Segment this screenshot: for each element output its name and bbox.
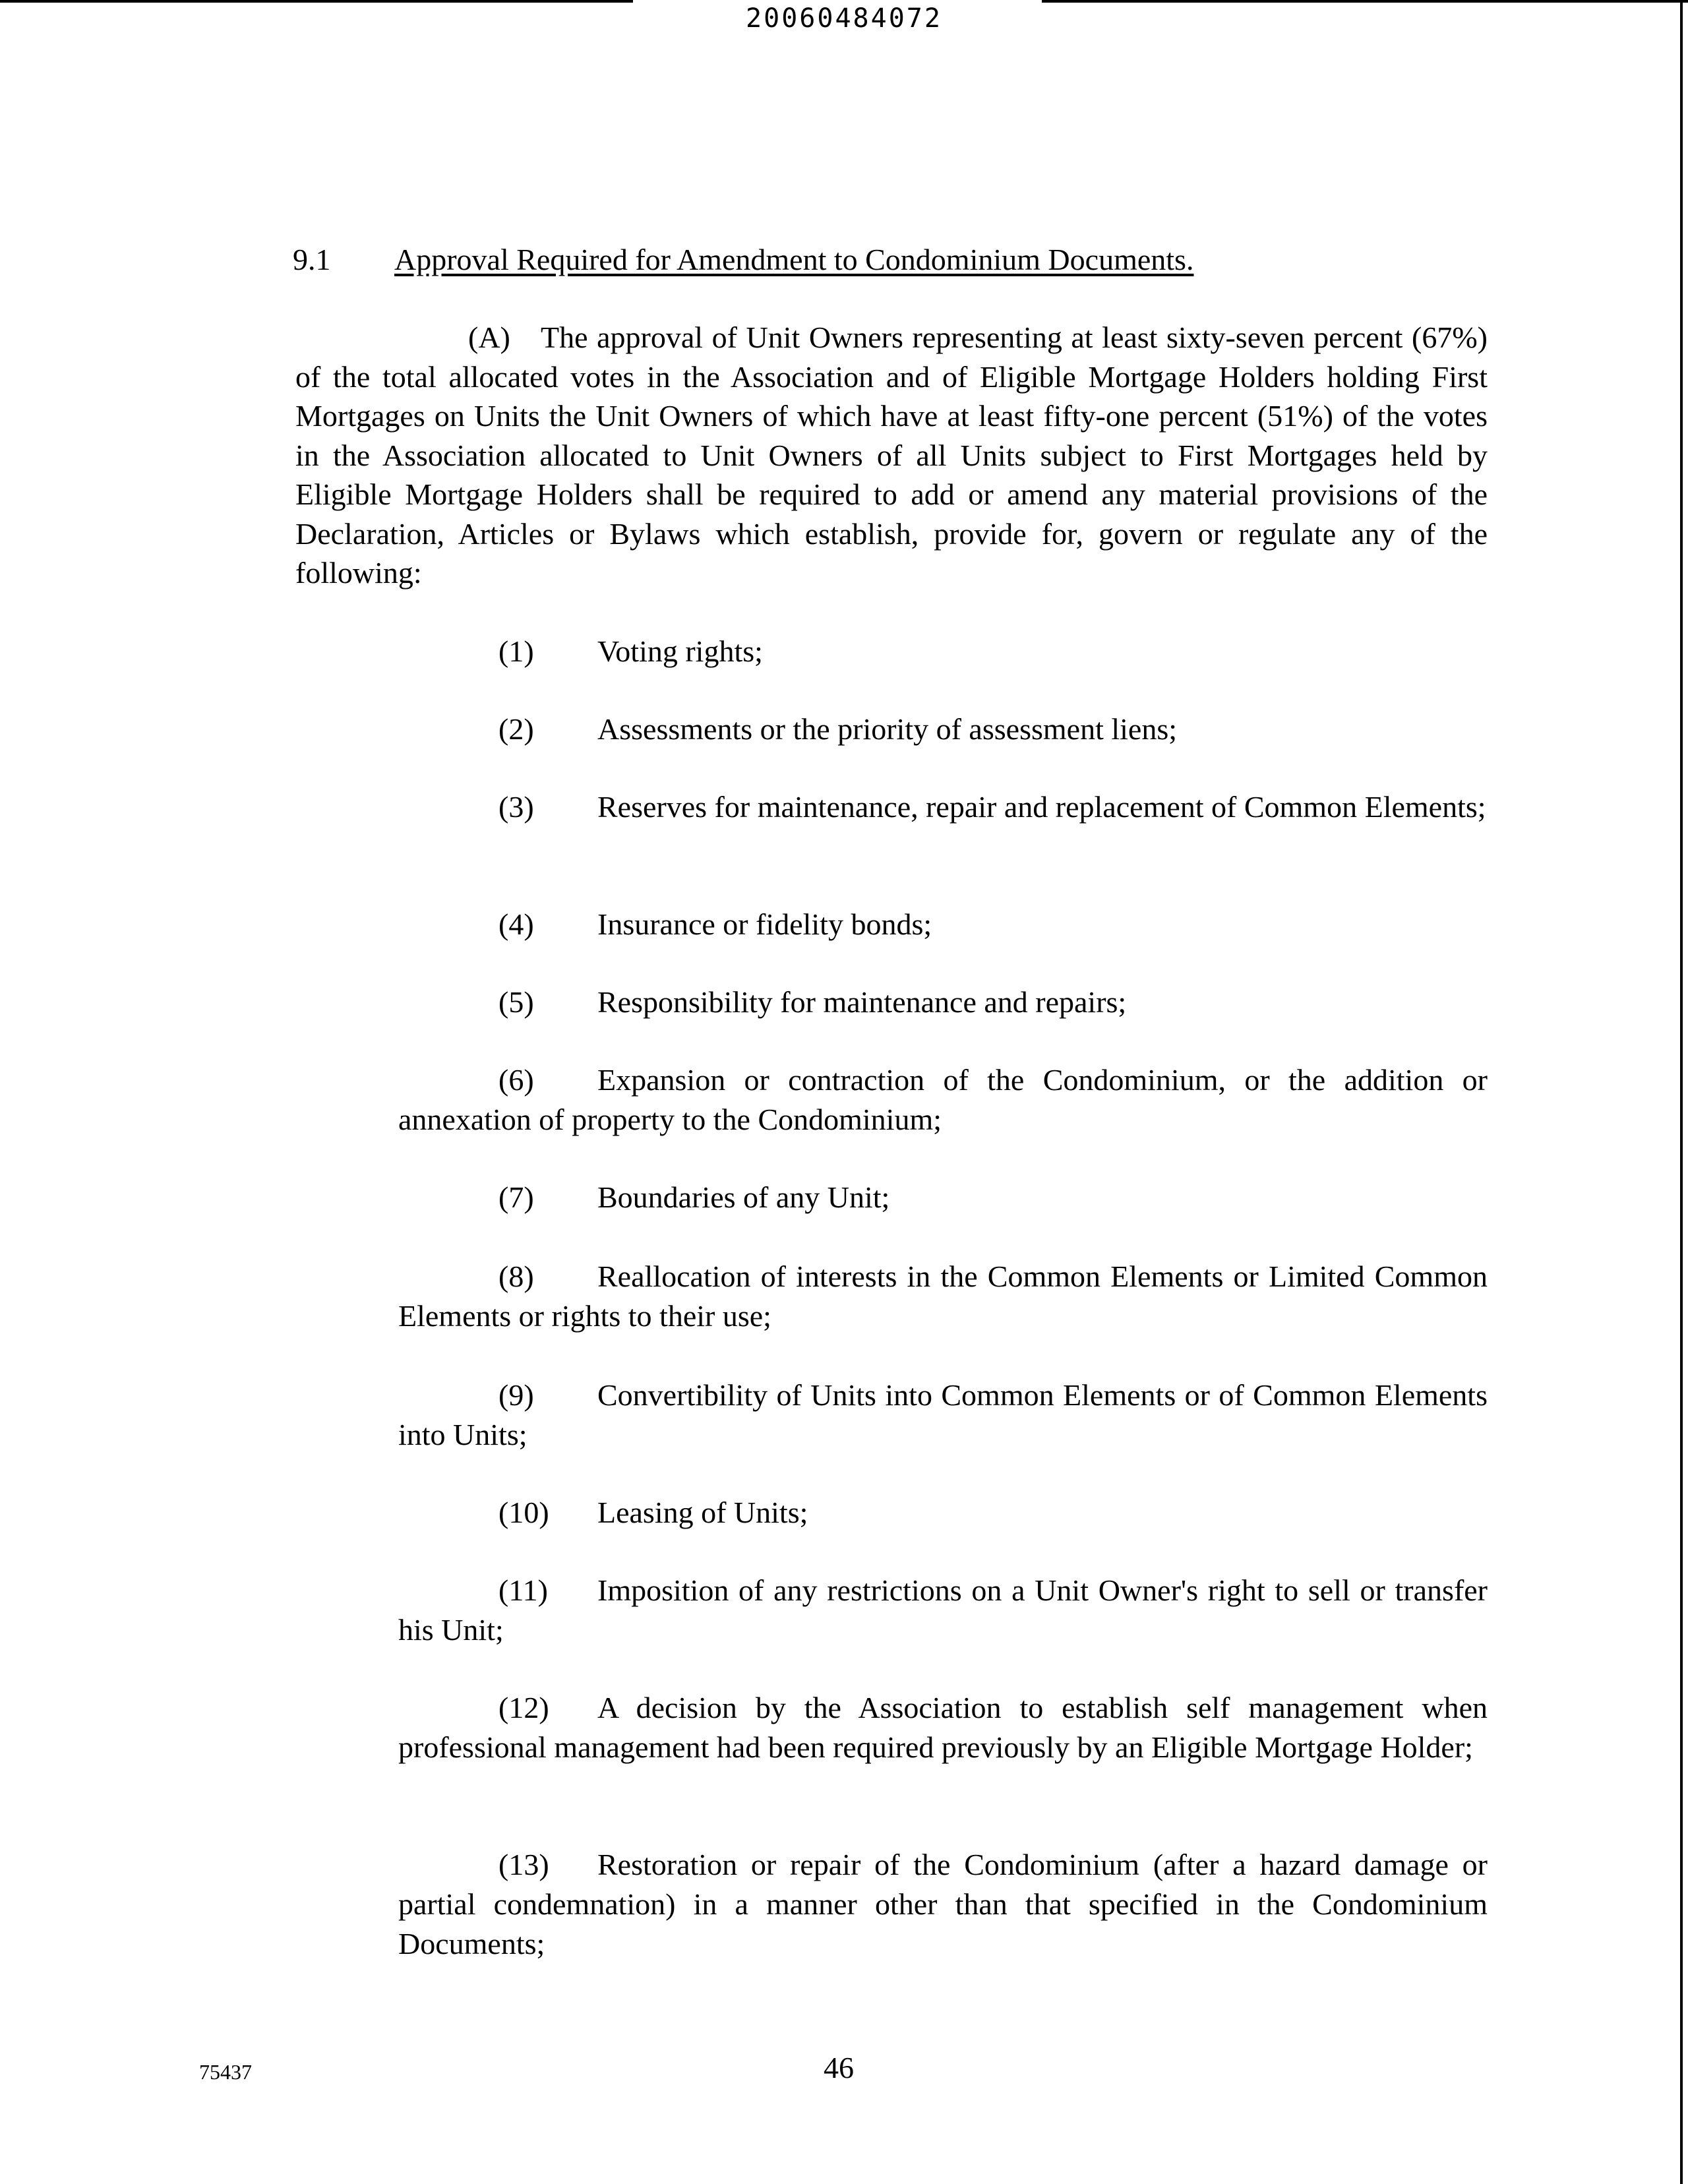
list-item: [398, 632, 1488, 671]
list-item: [398, 710, 1488, 749]
list-item-text: Reallocation of interests in the Common Elements or Limited Common Elements or rights to their use;: [398, 1259, 1488, 1333]
page-right-edge: [1680, 0, 1683, 2184]
section-title: Approval Required for Amendment to Condominium Documents.: [394, 243, 1194, 276]
list-item-label: (2): [498, 712, 534, 746]
section-number: 9.1: [293, 243, 331, 276]
list-item: [398, 1376, 1488, 1455]
list-item-text: Voting rights;: [597, 634, 763, 668]
list-item-text: Expansion or contraction of the Condominium, or the addition or annexation of property to the Condominium;: [398, 1063, 1488, 1136]
list-item: [398, 1845, 1488, 1964]
list-item: [398, 1571, 1488, 1650]
list-item: [398, 983, 1488, 1022]
list-item-text: A decision by the Association to establish self management when professional management had been required previously by an Eligible Mortgage Holder;: [398, 1691, 1488, 1764]
list-item-text: Responsibility for maintenance and repairs;: [597, 985, 1127, 1019]
paragraph-a-text: The approval of Unit Owners representing at least sixty-seven percent (67%) of the total allocated votes in the Association and of Eligible Mortgage Holders holding First Mortgages on Units the Unit Owners of which have at least fifty-one percent (51%) of the votes in the Association allocated to Unit Owners of all Units subject to First Mortgages held by Eligible Mortgage Holders shall be required to add or amend any material provisions of the Declaration, Articles or Bylaws which establish, provide for, govern or regulate any of the following:: [295, 320, 1488, 590]
list-item: [398, 1178, 1488, 1217]
list-item-label: (9): [498, 1378, 534, 1412]
list-item-text: Restoration or repair of the Condominium (after a hazard damage or partial condemnation) in a manner other than that specified in the Condominium Documents;: [398, 1848, 1488, 1960]
list-item-text: Leasing of Units;: [597, 1496, 808, 1529]
section-heading: [293, 239, 1480, 281]
list-item: [398, 787, 1488, 827]
list-item-label: (11): [498, 1573, 548, 1607]
paragraph-a-label: (A): [468, 320, 510, 354]
list-item-text: Convertibility of Units into Common Elements or of Common Elements into Units;: [398, 1378, 1488, 1451]
footer-document-code: 75437: [199, 2060, 252, 2084]
list-item-label: (8): [498, 1259, 534, 1293]
list-item-text: Boundaries of any Unit;: [597, 1180, 890, 1214]
list-item-text: Imposition of any restrictions on a Unit Owner's right to sell or transfer his Unit;: [398, 1573, 1488, 1647]
page-number-text: 46: [824, 2051, 854, 2084]
list-item-text: Reserves for maintenance, repair and replacement of Common Elements;: [597, 790, 1486, 824]
list-item: [398, 1060, 1488, 1139]
document-number: 20060484072: [746, 3, 942, 34]
list-item-label: (4): [498, 907, 534, 941]
list-item-label: (1): [498, 634, 534, 668]
list-item-text: Assessments or the priority of assessment liens;: [597, 712, 1178, 746]
list-item: [398, 1257, 1488, 1336]
list-item-label: (6): [498, 1063, 534, 1097]
list-item: [398, 1688, 1488, 1767]
list-item-label: (13): [498, 1848, 549, 1881]
page-number: [0, 2048, 1688, 2088]
list-item: [398, 1493, 1488, 1532]
list-item-label: (12): [498, 1691, 549, 1724]
list-item-label: (5): [498, 985, 534, 1019]
paragraph-a: [295, 318, 1488, 593]
list-item: [398, 905, 1488, 944]
list-item-label: (3): [498, 790, 534, 824]
list-item-text: Insurance or fidelity bonds;: [597, 907, 932, 941]
list-item-label: (10): [498, 1496, 549, 1529]
list-item-label: (7): [498, 1180, 534, 1214]
